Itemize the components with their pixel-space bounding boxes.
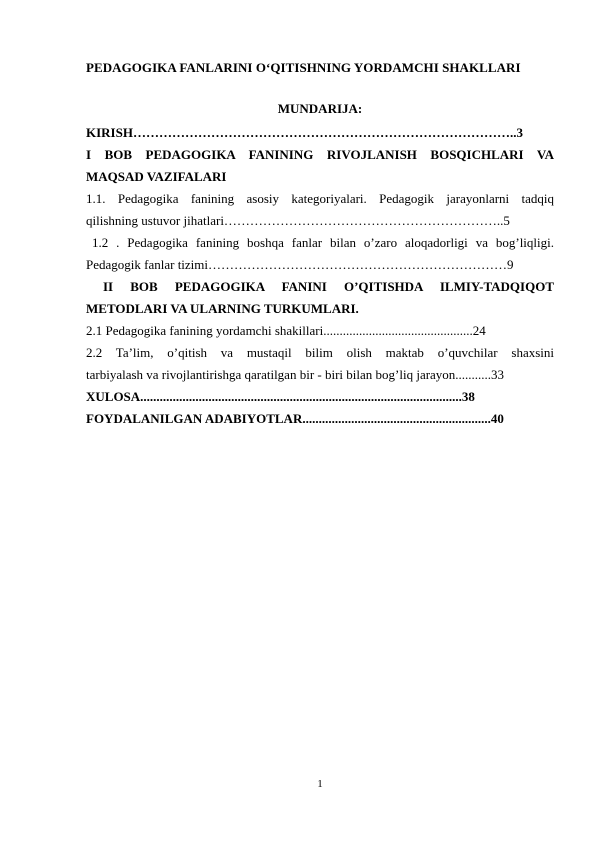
toc-heading: MUNDARIJA: — [277, 101, 363, 116]
toc-entry-section-2-2-cont: tarbiyalash va rivojlantirishga qaratilgan bir - biri bilan bog’liq jarayon...........33 — [86, 367, 505, 382]
toc-entry-introduction: KIRISH……………………………………………………………………………..3 — [86, 125, 523, 140]
table-of-contents — [86, 122, 554, 430]
toc-entry-chapter-1-title-cont: MAQSAD VAZIFALARI — [86, 169, 227, 184]
page-number: 1 — [317, 778, 323, 790]
toc-entry-section-1-1: 1.1. Pedagogika fanining asosiy kategoriyalari. Pedagogik jarayonlarni tadqiq — [86, 191, 554, 206]
toc-entry-references: FOYDALANILGAN ADABIYOTLAR..........................................................40 — [86, 411, 504, 426]
toc-entry-chapter-2-title-cont: METODLARI VA ULARNING TURKUMLARI. — [86, 301, 359, 316]
toc-entry-section-2-2: 2.2 Ta’lim, o’qitish va mustaqil bilim olish maktab o’quvchilar shaxsini — [86, 345, 554, 360]
document-title: PEDAGOGIKA FANLARINI O‘QITISHNING YORDAMCHI SHAKLLARI — [86, 60, 521, 75]
toc-entry-chapter-2-title: II BOB PEDAGOGIKA FANINI O’QITISHDA ILMIY-TADQIQOT — [103, 279, 554, 294]
toc-entry-section-1-2-cont: Pedagogik fanlar tizimi……………………………………………………………9 — [86, 257, 514, 272]
toc-entry-section-1-1-cont: qilishning ustuvor jihatlari………………………………………………………..5 — [86, 213, 510, 228]
toc-entry-chapter-1-title: I BOB PEDAGOGIKA FANINING RIVOJLANISH BOSQICHLARI VA — [86, 147, 554, 162]
toc-entry-section-1-2: 1.2 . Pedagogika fanining boshqa fanlar bilan o’zaro aloqadorligi va bog’liqligi. — [92, 235, 554, 250]
toc-entry-section-2-1: 2.1 Pedagogika fanining yordamchi shakillari..............................................24 — [86, 323, 486, 338]
toc-entry-conclusion: XULOSA...................................................................................................38 — [86, 389, 475, 404]
